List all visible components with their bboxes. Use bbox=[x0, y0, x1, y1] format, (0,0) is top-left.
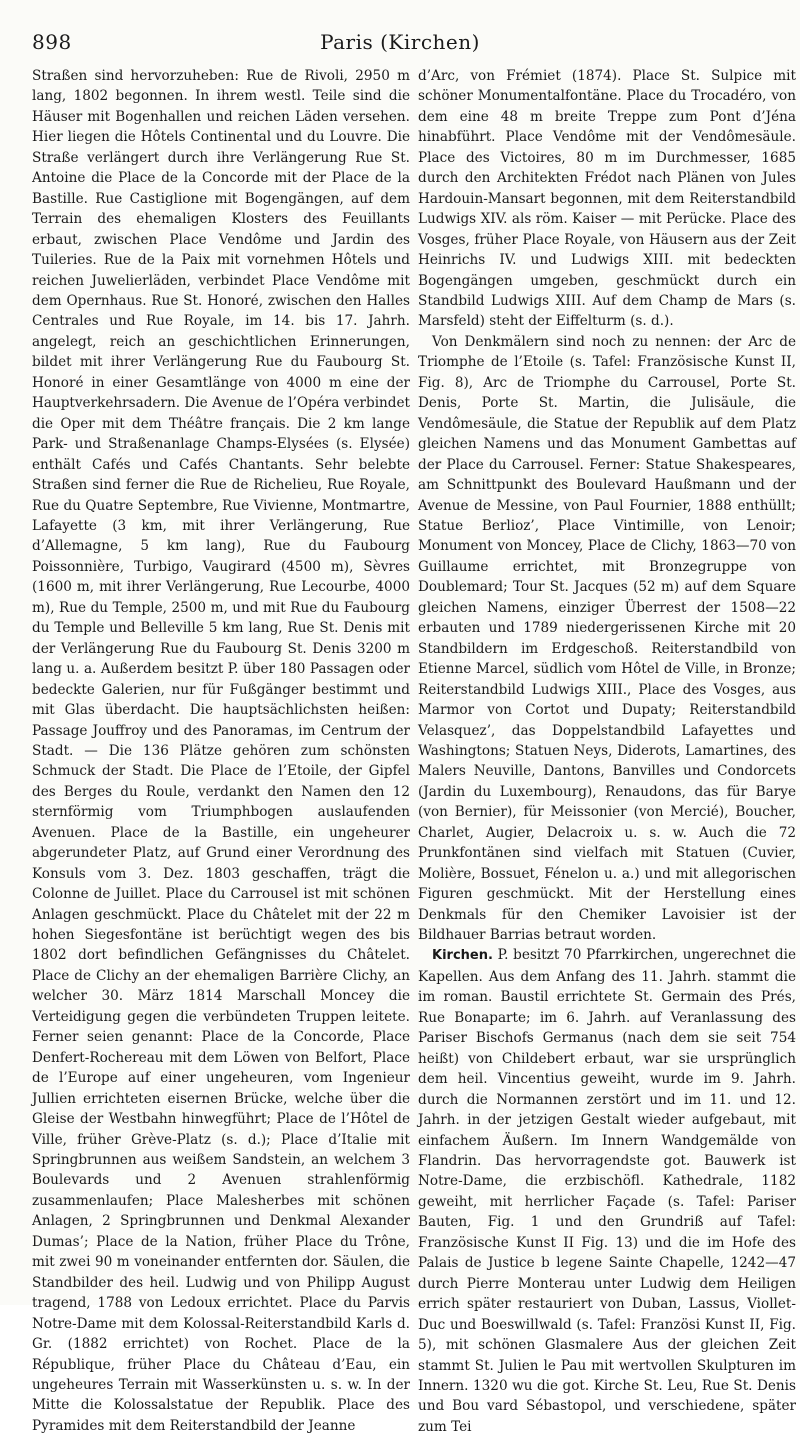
running-head: Paris (Kirchen) bbox=[320, 30, 480, 54]
left-column bbox=[32, 66, 410, 1436]
right-paragraph-1: d’Arc, von Frémiet (1874). Place St. Sulpice mit schöner Monumentalfontäne. Place du Trocadéro, von dem eine 48 m breite Treppe zum Pont d’Jéna hinabführt. Place Vendôme mit der Vendômesäule. Place des Victoires, 80 m im Durchmesser, 1685 durch den Architekten Frédot nach Plänen von Jules Hardouin-Mansart begonnen, mit dem Reiterstandbild Ludwigs XIV. als röm. Kaiser — mit Perücke. Place des Vosges, früher Place Royale, von Häusern aus der Zeit Heinrichs IV. und Ludwigs XIII. mit bedeckten Bogengängen umgeben, geschmückt durch ein Standbild Ludwigs XIII. Auf dem Champ de Mars (s. Marsfeld) steht der Eiffelturm (s. d.). bbox=[418, 68, 796, 330]
left-paragraph-1: Straßen sind hervorzuheben: Rue de Rivoli, 2950 m lang, 1802 begonnen. In ihrem westl. Teile sind die Häuser mit Bogenhallen und reichen Läden versehen. Hier liegen die Hôtels Continental und du Louvre. Die Straße verlängert durch ihre Verlängerung Rue St. Antoine die Place de la Concorde mit der Place de la Bastille. Rue Castiglione mit Bogengängen, auf dem Terrain des ehemaligen Klosters des Feuillants erbaut, zwischen Place Vendôme und Jardin des Tuileries. Rue de la Paix mit vornehmen Hôtels und reichen Juwelierläden, verbindet Place Vendôme mit dem Opernhaus. Rue St. Honoré, zwischen den Halles Centrales und Rue Royale, im 14. bis 17. Jahrh. angelegt, reich an geschichtlichen Erinnerungen, bildet mit ihrer Verlängerung Rue du Faubourg St. Honoré in einer Gesamtlänge von 4000 m eine der Hauptverkehrsadern. Die Avenue de l’Opéra verbindet die Oper mit dem Théâtre français. Die 2 km lange Park- und Straßenanlage Champs-Elysées (s. Elysée) enthält Cafés und Cafés Chantants. Sehr belebte Straßen sind ferner die Rue de Richelieu, Rue Royale, Rue du Quatre Septembre, Rue Vivienne, Montmartre, Lafayette (3 km, mit ihrer Verlängerung, Rue d’Allemagne, 5 km lang), Rue du Faubourg Poissonnière, Turbigo, Vaugirard (4500 m), Sèvres (1600 m, mit ihrer Verlängerung, Rue Lecourbe, 4000 m), Rue du Temple, 2500 m, und mit Rue du Faubourg du Temple und Belleville 5 km lang, Rue St. Denis mit der Verlängerung Rue du Faubourg St. Denis 3200 m lang u. a. Außerdem besitzt P. über 180 Passagen oder bedeckte Galerien, nur für Fußgänger bestimmt und mit Glas überdacht. Die hauptsächlichsten heißen: Passage Jouffroy und des Panoramas, im Centrum der Stadt. — Die 136 Plätze gehören zum schönsten Schmuck der Stadt. Die Place de l’Etoile, der Gipfel des Berges du Roule, verdankt den Namen den 12 sternförmig vom Triumphbogen auslaufenden Avenuen. Place de la Bastille, ein ungeheurer abgerundeter Platz, auf Grund einer Verordnung des Konsuls vom 3. Dez. 1803 geschaffen, trägt die Colonne de Juillet. Place du Carrousel ist mit schönen Anlagen geschmückt. Place du Châtelet mit der 22 m hohen Siegesfontäne ist berüchtigt wegen des bis 1802 dort befindlichen Gefängnisses du Châtelet. Place de Clichy an der ehemaligen Barrière Clichy, an welcher 30. März 1814 Marschall Moncey die Verteidigung gegen die verbündeten Truppen leitete. Ferner seien genannt: Place de la Concorde, Place Denfert-Rochereau mit dem Löwen von Belfort, Place de l’Europe auf einer ungeheuren, vom Ingenieur Jullien errichteten eisernen Brücke, welche über die Gleise der Westbahn hinwegführt; Place de l’Hôtel de Ville, früher Grève-Platz (s. d.); Place d’Italie mit Springbrunnen aus weißem Sandstein, an welchem 3 Boulevards und 2 Avenuen strahlenförmig zusammenlaufen; Place Malesherbes mit schönen Anlagen, 2 Springbrunnen und Denkmal Alexander Dumas’; Place de la Nation, früher Place du Trône, mit zwei 90 m voneinander entfernten dor. Säulen, die Standbilder des heil. Ludwig und von Philipp August tragend, 1788 von Ledoux errichtet. Place du Parvis Notre-Dame mit dem Kolossal-Reiterstandbild Karls d. Gr. (1882 errichtet) von Rochet. Place de la République, früher Place du Château d’Eau, ein ungeheures Terrain mit Wasserkünsten u. s. w. In der Mitte die Kolossalstatue der Republik. Place des Pyramides mit dem Reiterstandbild der Jeanne bbox=[32, 68, 410, 1434]
right-column bbox=[418, 66, 796, 1437]
right-paragraph-3-text: P. besitzt 70 Pfarrkirchen, ungerechnet die Kapellen. Aus dem Anfang des 11. Jahrh. stammt die im roman. Baustil errichtete St. Germain des Prés, Rue Bonaparte; im 6. Jahrh. auf Veranlassung des Pariser Bischofs Germanus (nach dem sie seit 754 heißt) von Childebert erbaut, war sie ursprünglich dem heil. Vincentius geweiht, wurde im 9. Jahrh. durch die Normannen zerstört und im 11. und 12. Jahrh. in der jetzigen Gestalt wieder aufgebaut, mit einfachem Äußern. Im Innern Wandgemälde von Flandrin. Das hervorragendste got. Bauwerk ist Notre-Dame, die erzbischöfl. Kathedrale, 1182 geweiht, mit herrlicher Façade (s. Tafel: Pariser Bauten, Fig. 1 und den Grundriß auf Tafel: Französische Kunst II Fig. 13) und die im Hofe des Palais de Justice b legene Sainte Chapelle, 1242—47 durch Pierre Monterau unter Ludwig dem Heiligen errich später restauriert von Duban, Lassus, Viollet-Duc und Boeswillwald (s. Tafel: Französi Kunst II, Fig. 5), mit schönen Glasmalere Aus der gleichen Zeit stammt St. Julien le Pau mit wertvollen Skulpturen im Innern. 1320 wu die got. Kirche St. Leu, Rue St. Denis und Bou vard Sébastopol, und verschiedene, später zum Tei bbox=[418, 947, 796, 1435]
right-paragraph-2: Von Denkmälern sind noch zu nennen: der Arc de Triomphe de l’Etoile (s. Tafel: Französische Kunst II, Fig. 8), Arc de Triomphe du Carrousel, Porte St. Denis, Porte St. Martin, die Julisäule, die Vendômesäule, die Statue der Republik auf dem Platz gleichen Namens und das Monument Gambettas auf der Place du Carrousel. Ferner: Statue Shakespeares, am Schnittpunkt des Boulevard Haußmann und der Avenue de Messine, von Paul Fournier, 1888 enthüllt; Statue Berlioz’, Place Vintimille, von Lenoir; Monument von Moncey, Place de Clichy, 1863—70 von Guillaume errichtet, mit Bronzegruppe von Doublemard; Tour St. Jacques (52 m) auf dem Square gleichen Namens, einziger Überrest der 1508—22 erbauten und 1789 niedergerissenen Kirche mit 20 Standbildern im Erdgeschoß. Reiterstandbild von Etienne Marcel, südlich vom Hôtel de Ville, in Bronze; Reiterstandbild Ludwigs XIII., Place des Vosges, aus Marmor von Cortot und Dupaty; Reiterstandbild Velasquez’, das Doppelstandbild Lafayettes und Washingtons; Statuen Neys, Diderots, Lamartines, des Malers Neuville, Dantons, Banvilles und Condorcets (Jardin du Luxembourg), Renaudons, das für Barye (von Bernier), für Meissonier (von Mercié), Boucher, Charlet, Augier, Delacroix u. s. w. Auch die 72 Prunkfontänen sind vielfach mit Statuen (Cuvier, Molière, Bossuet, Fénelon u. a.) und mit allegorischen Figuren geschmückt. Mit der Herstellung eines Denkmals für den Chemiker Lavoisier ist der Bildhauer Barrias betraut worden. bbox=[418, 333, 796, 944]
right-paragraph-3 bbox=[418, 945, 796, 1437]
lemma-kirchen: Kirchen. bbox=[432, 948, 493, 964]
page-number: 898 bbox=[32, 30, 72, 54]
